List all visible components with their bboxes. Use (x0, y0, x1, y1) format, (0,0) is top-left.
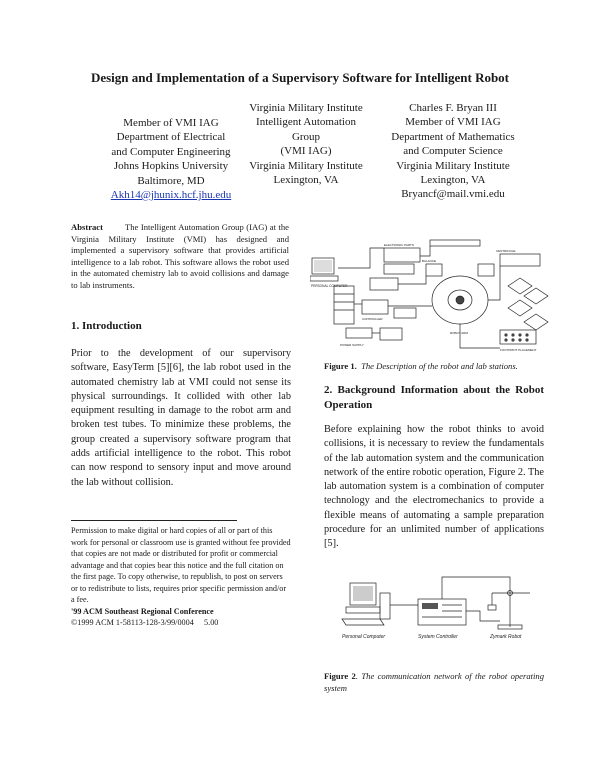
fig2-keyboard (342, 619, 384, 625)
fig1-label: ELECTRONIC PARTS (384, 243, 414, 247)
author2-line: Virginia Military Institute (249, 102, 363, 114)
fig1-label: CONTROLLER (362, 317, 383, 321)
fig2-label: Personal Computer (342, 634, 386, 640)
fig1-cabinet (334, 286, 354, 324)
fig2-controller (418, 599, 466, 625)
fig1-box (394, 308, 416, 318)
figure1-label: Figure 1. (324, 361, 357, 371)
section2-body: Before explaining how the robot thinks to avoid collisions, it is necessary to review the fundamentals of the lab automation system and the communication network of the entire robotic operation, Figure 2. The lab automation system is a combination of computer technology and the electromechanics to provide a flexible means of automating a sample preparation procedure for an unlimited number of applications [5]. (324, 424, 544, 550)
fig2-cable (466, 611, 500, 621)
fig1-box (384, 264, 414, 274)
author3-line: Charles F. Bryan III (409, 102, 497, 114)
fig2-cable (442, 577, 510, 599)
fig1-rack (524, 288, 548, 304)
fig1-controller (362, 300, 388, 314)
author-block-3 (378, 101, 528, 202)
fig1-plate-wells (504, 333, 528, 341)
figure1-diagram (310, 238, 560, 356)
abstract-text: The Intelligent Automation Group (IAG) at the Virginia Military Institute (VMI) has designed and implemented a supervisory software that provides artificial intelligence to a lab robot. This software allows the robot used in the automated chemistry lab to avoid collisions and damage to lab instruments. (71, 222, 289, 290)
fig1-label: POWER SUPPLY (340, 343, 364, 347)
fig1-cable (420, 246, 430, 256)
fig2-controller-panel (422, 603, 438, 609)
conference-name: '99 ACM Southeast Regional Conference (71, 606, 214, 616)
author3-line: Member of VMI IAG (405, 116, 501, 129)
author2-line: Virginia Military Institute (249, 159, 363, 172)
permission-notice: Permission to make digital or hard copies of all or part of this work for personal or classroom use is granted without fee provided that copies are not made or distributed for profit or commercial advantage and that copies bear this notice and the full citation on the first page. To copy otherwise, to republish, to post on servers or to redistribute to lists, requires prior specific permission and/or a fee. (71, 526, 291, 604)
fig1-label: CENTRIFUGE (496, 249, 516, 253)
author3-line: Lexington, VA (420, 174, 486, 187)
author3-line: Department of Mathematics (391, 130, 515, 143)
section1-heading: 1. Introduction (71, 320, 142, 332)
fig1-label: FOOTPRINT PLACEMENT (500, 348, 537, 352)
fig1-box (380, 328, 402, 340)
author-block-1 (96, 116, 246, 202)
section1-body: Prior to the development of our supervisory software, EasyTerm [5][6], the lab robot used in the automated chemistry lab at VMI could not sense its physical surroundings. It collided with other lab equipment resulting in damage to the robot arm and broken test tubes. To minimize these problems, the group created a supervisory software program that adds artificial intelligence to the robot. This robot can now respond to sensory input and move around the lab without collision. (71, 348, 291, 488)
fig2-screen (353, 586, 373, 601)
author1-line: Baltimore, MD (137, 174, 205, 187)
footnote-rule (71, 520, 237, 521)
abstract-label: Abstract (71, 222, 103, 232)
fig1-box (430, 240, 480, 246)
fig2-gripper (488, 605, 496, 610)
fig1-station (478, 264, 494, 276)
fig1-box (370, 278, 398, 290)
author2-line: Lexington, VA (273, 174, 339, 187)
fig1-monitor-screen (314, 260, 332, 272)
abstract (71, 222, 289, 291)
fig1-box (346, 328, 372, 338)
author3-line: and Computer Science (403, 145, 503, 158)
author1-line: and Computer Engineering (111, 145, 231, 158)
copyright-line: ©1999 ACM 1-58113-128-3/99/0004 5.00 (71, 618, 219, 627)
author2-line: (VMI IAG) (280, 145, 332, 158)
fig1-cable (460, 324, 500, 348)
fig2-tower (380, 593, 390, 619)
fig1-station (426, 264, 442, 276)
fig1-station (500, 254, 540, 266)
figure2-caption-text: . The communication network of the robot operating system (324, 671, 545, 693)
figure2-caption (324, 670, 544, 694)
figure1-caption-text: The Description of the robot and lab stations. (361, 361, 518, 371)
fig1-robot-center (456, 296, 464, 304)
figure2-label: Figure 2 (324, 671, 356, 681)
fig1-cable (338, 248, 384, 268)
author2-line: Intelligent Automation (256, 116, 356, 129)
figure2-diagram (340, 575, 550, 643)
fig1-label: BALANCE (422, 259, 437, 263)
author1-line: Department of Electrical (116, 131, 226, 144)
author3-email[interactable]: Bryancf@mail.vmi.edu (401, 188, 505, 201)
author1-email-link[interactable]: Akh14@jhunix.hcf.jhu.edu (110, 189, 232, 202)
author2-line: Group (291, 130, 321, 143)
author1-line: Member of VMI IAG (123, 117, 219, 129)
fig1-cable (398, 276, 426, 284)
fig1-label: ROBOT ARM (450, 331, 468, 335)
author-block-2 (236, 101, 376, 187)
fig1-box (384, 248, 420, 262)
figure1-caption (324, 361, 564, 371)
author3-line: Virginia Military Institute (396, 159, 510, 172)
fig2-label: System Controller (418, 634, 458, 640)
fig1-plate (500, 330, 536, 344)
fig1-label: PERSONAL COMPUTER (311, 284, 348, 288)
fig1-keyboard (310, 276, 338, 281)
fig1-rack (508, 278, 532, 294)
footnote (71, 525, 291, 629)
fig1-rack (524, 314, 548, 330)
fig2-pc-base (346, 607, 380, 613)
fig2-label: Zymark Robot (490, 634, 522, 640)
section2-heading: 2. Background Information about the Robot Operation (324, 384, 544, 411)
fig1-rack (508, 300, 532, 316)
author1-line: Johns Hopkins University (113, 160, 229, 173)
paper-title: Design and Implementation of a Supervisory Software for Intelligent Robot (90, 70, 510, 85)
